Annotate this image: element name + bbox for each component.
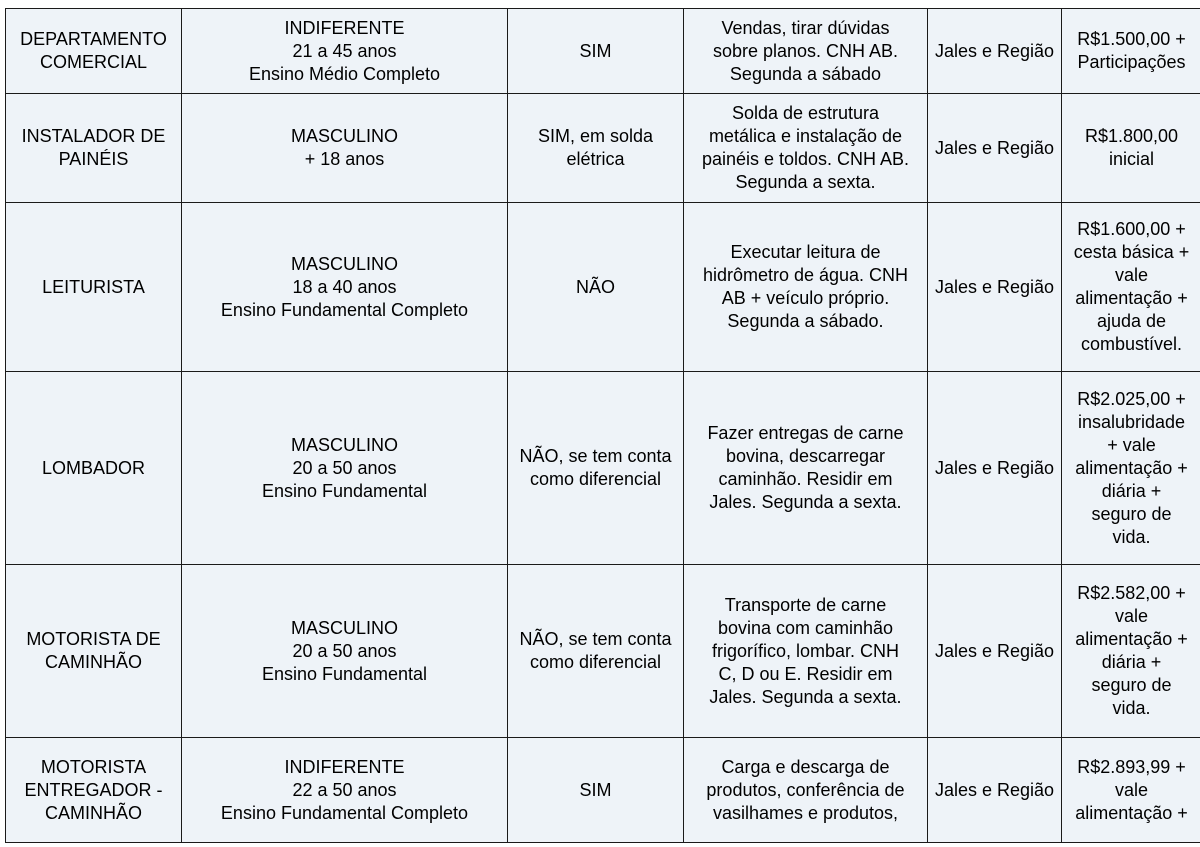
job-listings-table — [5, 8, 1200, 843]
duties-cell: Solda de estrutura metálica e instalação de painéis e toldos. CNH AB. Segunda a sexta. — [684, 94, 928, 203]
requirements-cell: MASCULINO 20 a 50 anos Ensino Fundamental — [182, 565, 508, 738]
requirements-cell: INDIFERENTE 22 a 50 anos Ensino Fundamental Completo — [182, 738, 508, 843]
job-title-cell: LEITURISTA — [6, 203, 182, 372]
job-title-cell: DEPARTAMENTO COMERCIAL — [6, 9, 182, 94]
location-cell: Jales e Região — [928, 203, 1062, 372]
location-cell: Jales e Região — [928, 565, 1062, 738]
table-row — [6, 372, 1200, 565]
job-title-cell: INSTALADOR DE PAINÉIS — [6, 94, 182, 203]
location-cell: Jales e Região — [928, 738, 1062, 843]
salary-cell: R$1.800,00 inicial — [1062, 94, 1200, 203]
location-cell: Jales e Região — [928, 94, 1062, 203]
salary-cell: R$2.025,00 + insalubridade + vale alimentação + diária + seguro de vida. — [1062, 372, 1200, 565]
table-row — [6, 9, 1200, 94]
salary-cell: R$1.600,00 + cesta básica + vale alimentação + ajuda de combustível. — [1062, 203, 1200, 372]
table-row — [6, 94, 1200, 203]
experience-cell: SIM — [508, 9, 684, 94]
job-title-cell: LOMBADOR — [6, 372, 182, 565]
duties-cell: Carga e descarga de produtos, conferência de vasilhames e produtos, — [684, 738, 928, 843]
location-cell: Jales e Região — [928, 372, 1062, 565]
requirements-cell: INDIFERENTE 21 a 45 anos Ensino Médio Completo — [182, 9, 508, 94]
duties-cell: Executar leitura de hidrômetro de água. CNH AB + veículo próprio. Segunda a sábado. — [684, 203, 928, 372]
salary-cell: R$2.893,99 + vale alimentação + — [1062, 738, 1200, 843]
duties-cell: Fazer entregas de carne bovina, descarregar caminhão. Residir em Jales. Segunda a sexta. — [684, 372, 928, 565]
job-listings-table-wrapper — [5, 8, 1200, 843]
requirements-cell: MASCULINO 18 a 40 anos Ensino Fundamental Completo — [182, 203, 508, 372]
table-row — [6, 203, 1200, 372]
salary-cell: R$1.500,00 + Participações — [1062, 9, 1200, 94]
table-row — [6, 738, 1200, 843]
duties-cell: Vendas, tirar dúvidas sobre planos. CNH AB. Segunda a sábado — [684, 9, 928, 94]
experience-cell: SIM — [508, 738, 684, 843]
experience-cell: NÃO, se tem conta como diferencial — [508, 565, 684, 738]
job-title-cell: MOTORISTA ENTREGADOR - CAMINHÃO — [6, 738, 182, 843]
requirements-cell: MASCULINO + 18 anos — [182, 94, 508, 203]
experience-cell: NÃO — [508, 203, 684, 372]
job-title-cell: MOTORISTA DE CAMINHÃO — [6, 565, 182, 738]
experience-cell: SIM, em solda elétrica — [508, 94, 684, 203]
location-cell: Jales e Região — [928, 9, 1062, 94]
experience-cell: NÃO, se tem conta como diferencial — [508, 372, 684, 565]
duties-cell: Transporte de carne bovina com caminhão frigorífico, lombar. CNH C, D ou E. Residir em Jales. Segunda a sexta. — [684, 565, 928, 738]
requirements-cell: MASCULINO 20 a 50 anos Ensino Fundamental — [182, 372, 508, 565]
salary-cell: R$2.582,00 + vale alimentação + diária + seguro de vida. — [1062, 565, 1200, 738]
table-row — [6, 565, 1200, 738]
